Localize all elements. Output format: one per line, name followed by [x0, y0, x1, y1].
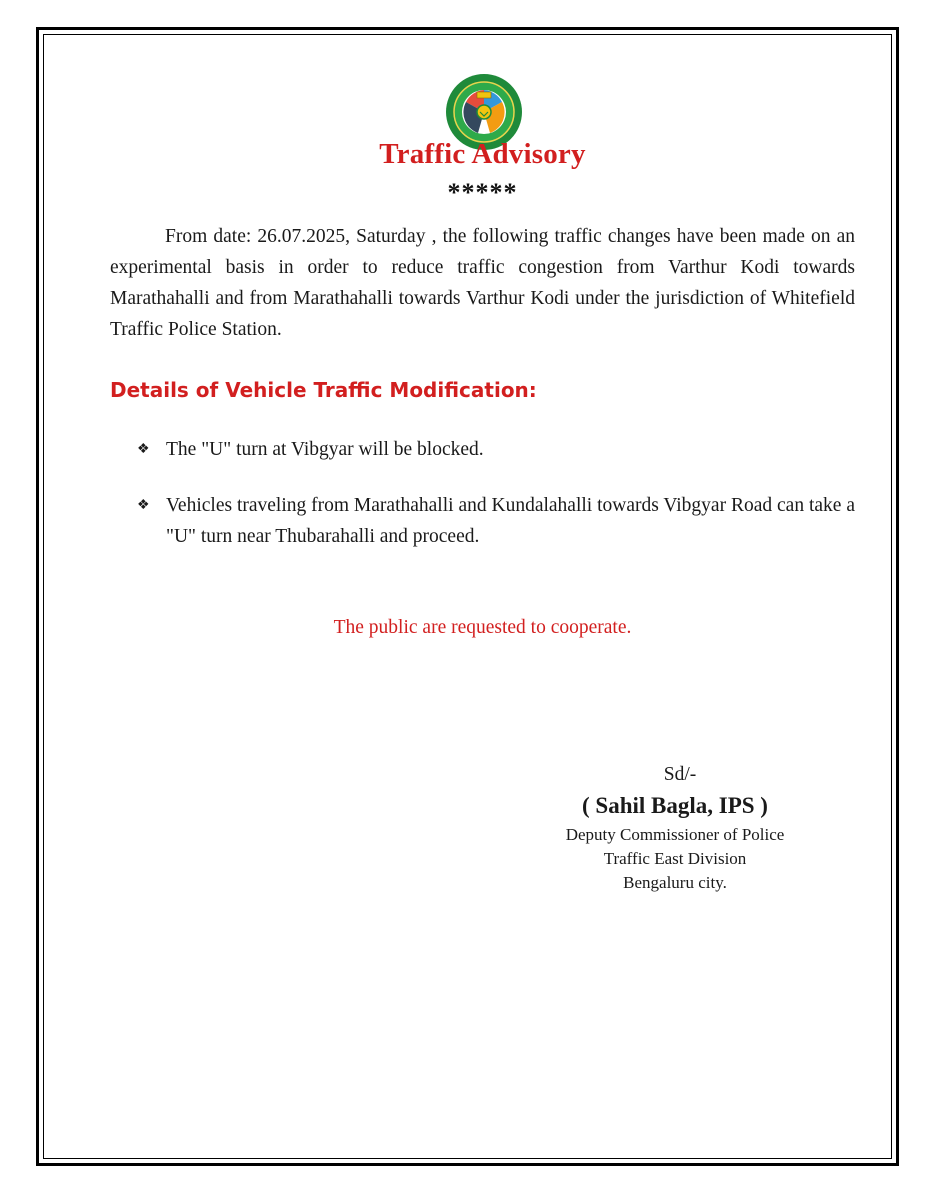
- officer-division: Traffic East Division: [603, 849, 747, 868]
- cooperate-note: The public are requested to cooperate.: [333, 617, 632, 638]
- diamond-bullet-icon: ❖: [137, 498, 150, 513]
- officer-name: ( Sahil Bagla, IPS ): [582, 793, 768, 818]
- list-item-text: The "U" turn at Vibgyar will be blocked.: [166, 439, 484, 460]
- advisory-title: Traffic Advisory: [379, 138, 586, 170]
- section-heading: Details of Vehicle Traffic Modification:: [110, 378, 537, 402]
- list-item-text: Vehicles traveling from Marathahalli and Kundalahalli towards Vibgyar Road can take a "U" turn near Thubarahalli and proceed.: [166, 495, 855, 547]
- officer-designation: Deputy Commissioner of Police: [565, 825, 785, 844]
- list-item: [137, 490, 855, 552]
- modification-list: [137, 434, 855, 577]
- signature-mark: Sd/-: [663, 764, 697, 785]
- title-separator: *****: [447, 178, 518, 207]
- list-item: [137, 434, 855, 465]
- intro-paragraph: From date: 26.07.2025, Saturday , the following traffic changes have been made on an experimental basis in order to reduce traffic congestion from Varthur Kodi towards Marathahalli and from Marathahalli towards Varthur Kodi under the jurisdiction of Whitefield Traffic Police Station.: [110, 226, 855, 340]
- diamond-bullet-icon: ❖: [137, 442, 150, 457]
- officer-city: Bengaluru city.: [623, 873, 727, 892]
- signature-block: [540, 761, 810, 895]
